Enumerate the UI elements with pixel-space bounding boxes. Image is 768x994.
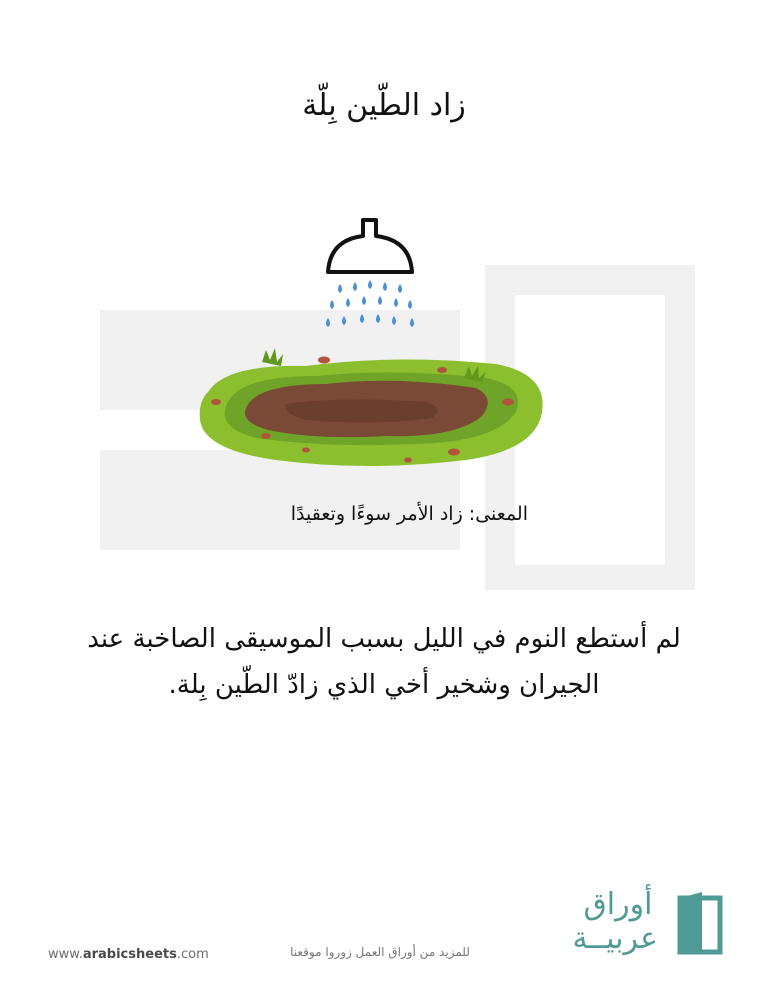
mud-puddle-icon [196,346,548,474]
brand-logo-text [572,887,658,956]
footer-note: للمزيد من أوراق العمل زوروا موقعنا [290,945,470,959]
logo-line-1: أوراق [583,887,653,922]
brand-logo-icon [676,890,724,956]
website-suffix: .com [176,947,209,962]
example-sentence: لم أستطع النوم في الليل بسبب الموسيقى الصاخبة عند الجيران وشخير أخي الذي زادّ الطّين بِلة. [87,624,681,700]
website-brand: arabicsheets [82,947,177,962]
shower-head-icon [318,214,428,338]
page-title: زاد الطّين بِلّة [302,88,466,123]
idiom-meaning: المعنى: زاد الأمر سوءًا وتعقيدًا [290,503,528,525]
website-link[interactable] [48,947,209,962]
website-prefix: www. [48,947,83,962]
logo-line-2: عربيــة [572,921,658,956]
